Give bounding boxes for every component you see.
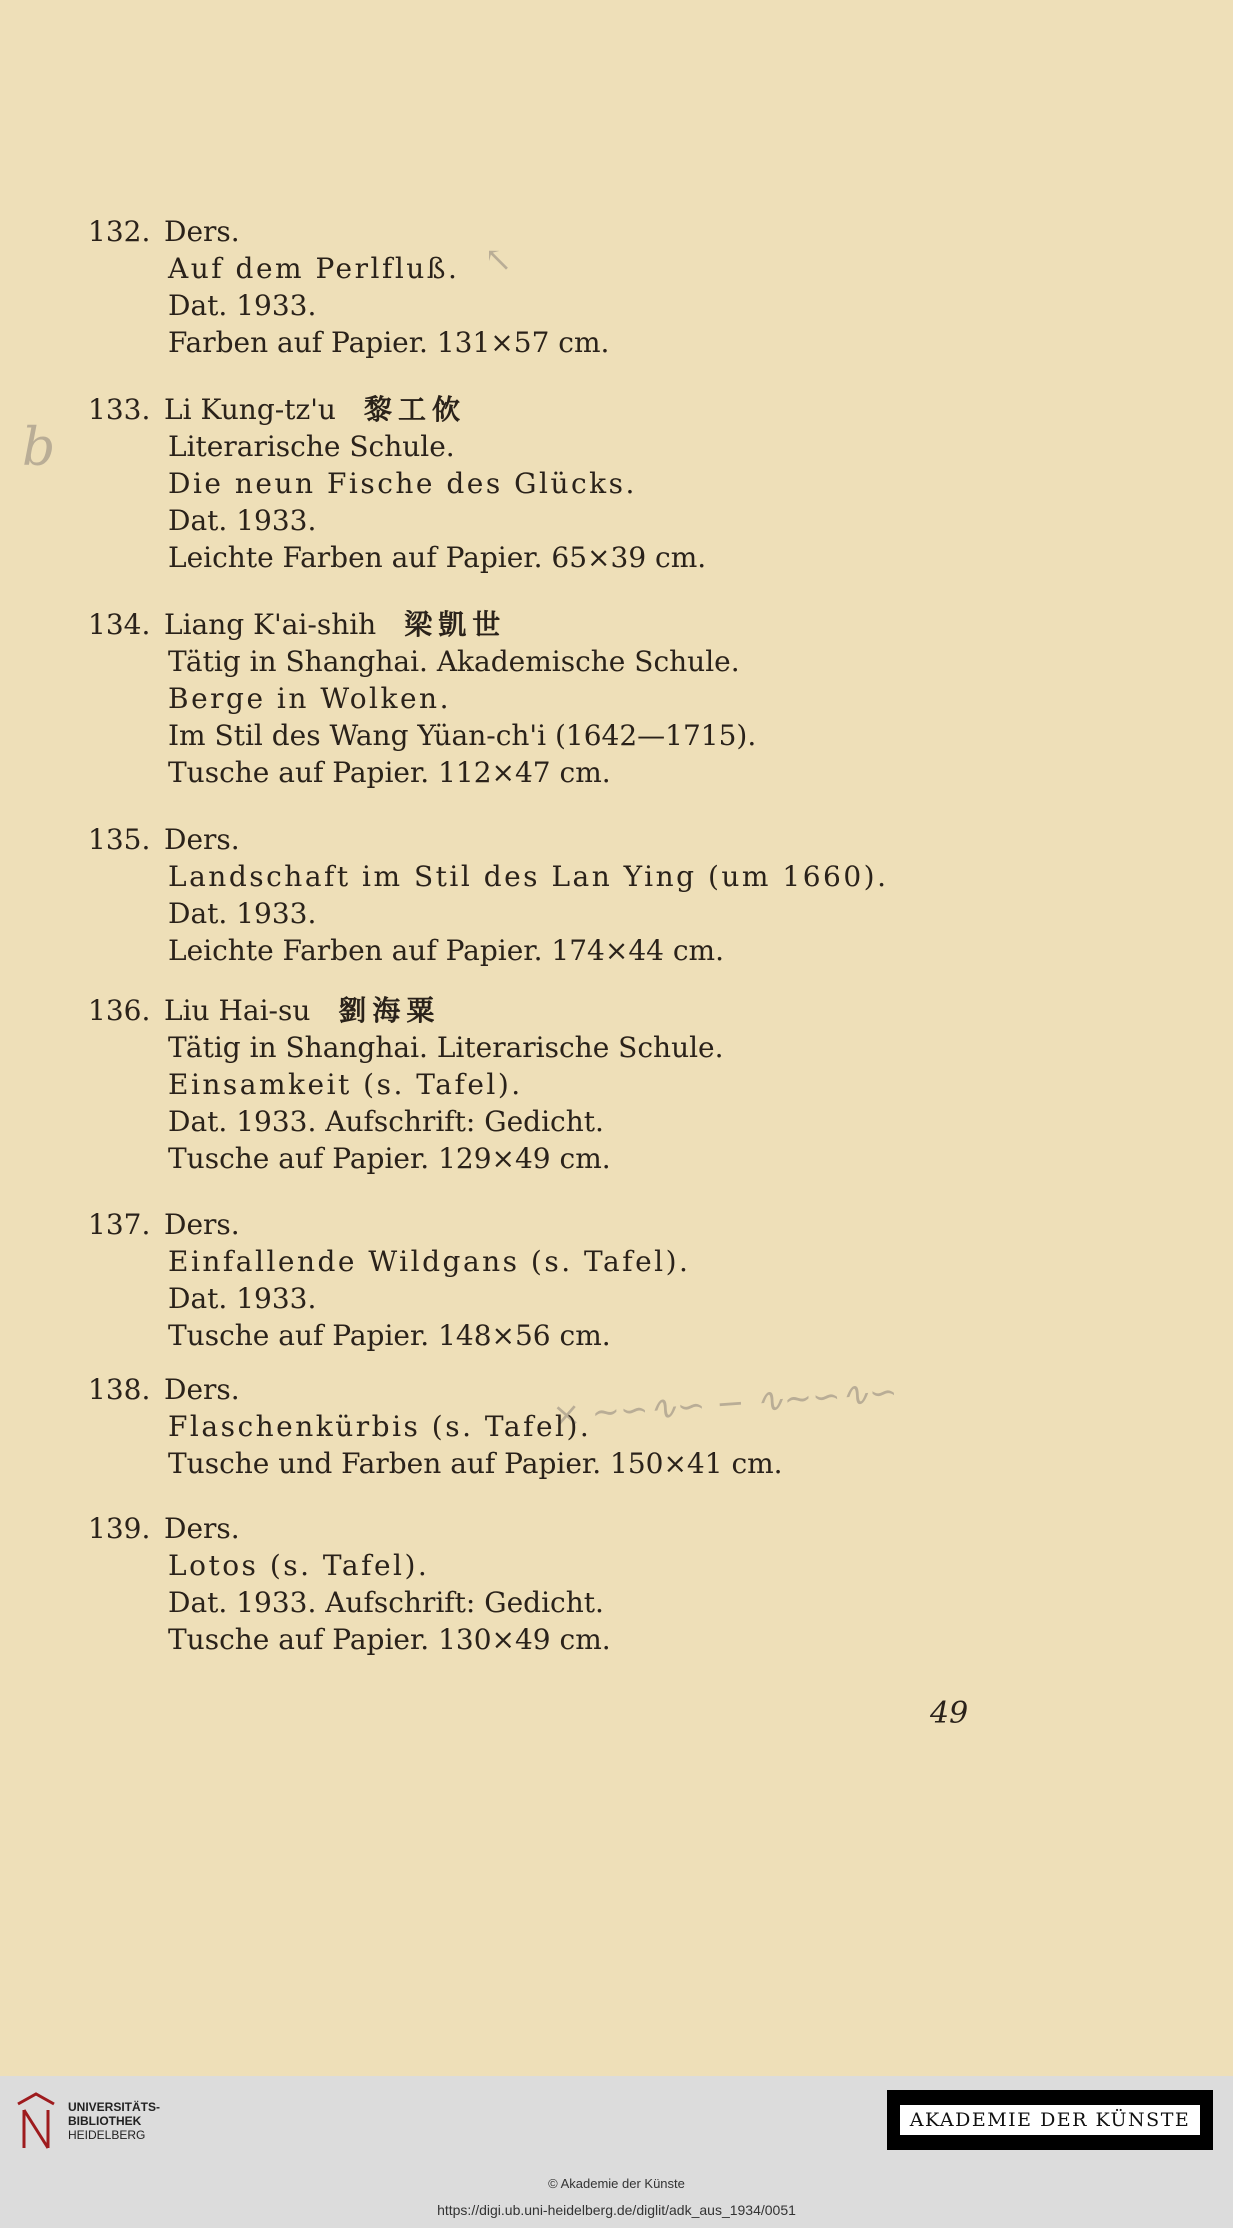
entry-number: 133. <box>88 393 151 426</box>
copyright-notice: © Akademie der Künste <box>548 2176 685 2191</box>
entry-header <box>88 1371 1088 1408</box>
library-logo-icon <box>14 2090 58 2152</box>
artwork-detail: Dat. 1933. Aufschrift: Gedicht. <box>168 1105 604 1138</box>
catalog-entry <box>88 1206 1088 1354</box>
logo-text <box>68 2100 160 2142</box>
entry-number: 139. <box>88 1512 151 1545</box>
artwork-detail: Tusche und Farben auf Papier. 150×41 cm. <box>168 1447 783 1480</box>
artist-name: Liang K'ai-shih <box>164 608 377 641</box>
artwork-title: Einsamkeit (s. Tafel). <box>168 1068 523 1101</box>
artist-name: Liu Hai-su <box>164 994 311 1027</box>
artwork-detail: Tusche auf Papier. 129×49 cm. <box>168 1142 611 1175</box>
entry-header <box>88 213 1088 250</box>
artwork-detail: Tusche auf Papier. 130×49 cm. <box>168 1623 611 1656</box>
entry-number: 138. <box>88 1373 151 1406</box>
catalog-entry <box>88 213 1088 361</box>
catalog-entry <box>88 1371 1088 1482</box>
entry-number: 132. <box>88 215 151 248</box>
artwork-detail: Tätig in Shanghai. Akademische Schule. <box>168 645 740 678</box>
artwork-title: Auf dem Perlfluß. <box>168 252 460 285</box>
artwork-detail: Tätig in Shanghai. Literarische Schule. <box>168 1031 724 1064</box>
artist-name: Ders. <box>164 1373 240 1406</box>
pencil-mark: ↖ <box>484 240 513 280</box>
entry-number: 134. <box>88 608 151 641</box>
footer <box>0 2076 1233 2228</box>
pencil-mark: b <box>22 418 56 478</box>
artwork-title: Berge in Wolken. <box>168 682 451 715</box>
artist-name: Ders. <box>164 215 240 248</box>
artwork-title: Landschaft im Stil des Lan Ying (um 1660). <box>168 860 889 893</box>
artwork-detail: Dat. 1933. <box>168 289 317 322</box>
artwork-detail: Farben auf Papier. 131×57 cm. <box>168 326 610 359</box>
catalog-entry <box>88 391 1088 576</box>
entry-header <box>88 391 1088 428</box>
catalog-entry <box>88 821 1088 969</box>
artwork-title: Flaschenkürbis (s. Tafel). <box>168 1410 592 1443</box>
artist-name: Ders. <box>164 1512 240 1545</box>
artwork-detail: Dat. 1933. Aufschrift: Gedicht. <box>168 1586 604 1619</box>
artist-name-chinese: 劉海粟 <box>338 994 441 1027</box>
entry-header <box>88 1206 1088 1243</box>
artwork-detail: Tusche auf Papier. 148×56 cm. <box>168 1319 611 1352</box>
artwork-title: Lotos (s. Tafel). <box>168 1549 430 1582</box>
artist-name: Li Kung-tz'u <box>164 393 336 426</box>
artist-name-chinese: 黎工佽 <box>363 393 466 426</box>
artist-name: Ders. <box>164 823 240 856</box>
logo-line: HEIDELBERG <box>68 2128 146 2142</box>
page-number: 49 <box>930 1696 969 1731</box>
artist-name-chinese: 梁凱世 <box>404 608 507 641</box>
entry-number: 135. <box>88 823 151 856</box>
entry-header <box>88 821 1088 858</box>
artwork-detail: Im Stil des Wang Yüan-ch'i (1642—1715). <box>168 719 757 752</box>
entry-number: 137. <box>88 1208 151 1241</box>
entry-header <box>88 606 1088 643</box>
catalog-entry <box>88 1510 1088 1658</box>
artwork-detail: Leichte Farben auf Papier. 174×44 cm. <box>168 934 724 967</box>
entry-header <box>88 1510 1088 1547</box>
artwork-detail: Literarische Schule. <box>168 430 455 463</box>
permalink-url[interactable]: https://digi.ub.uni-heidelberg.de/diglit/adk_aus_1934/0051 <box>437 2202 796 2218</box>
catalog-entry <box>88 992 1088 1177</box>
artwork-detail: Dat. 1933. <box>168 1282 317 1315</box>
artwork-title: Die neun Fische des Glücks. <box>168 467 637 500</box>
artwork-detail: Tusche auf Papier. 112×47 cm. <box>168 756 611 789</box>
entry-number: 136. <box>88 994 151 1027</box>
artist-name: Ders. <box>164 1208 240 1241</box>
artwork-title: Einfallende Wildgans (s. Tafel). <box>168 1245 691 1278</box>
artwork-detail: Dat. 1933. <box>168 897 317 930</box>
artwork-detail: Leichte Farben auf Papier. 65×39 cm. <box>168 541 707 574</box>
akademie-label: AKADEMIE DER KÜNSTE <box>900 2105 1201 2135</box>
entry-header <box>88 992 1088 1029</box>
catalog-entry <box>88 606 1088 791</box>
pencil-annotation: × ∼∽∿∽ − ∿∼∽∿∽ <box>551 1371 899 1437</box>
logo-line: BIBLIOTHEK <box>68 2114 142 2128</box>
ub-heidelberg-logo[interactable] <box>14 2090 160 2152</box>
akademie-der-kuenste-logo[interactable] <box>887 2090 1213 2150</box>
logo-line: UNIVERSITÄTS- <box>68 2100 161 2114</box>
artwork-detail: Dat. 1933. <box>168 504 317 537</box>
